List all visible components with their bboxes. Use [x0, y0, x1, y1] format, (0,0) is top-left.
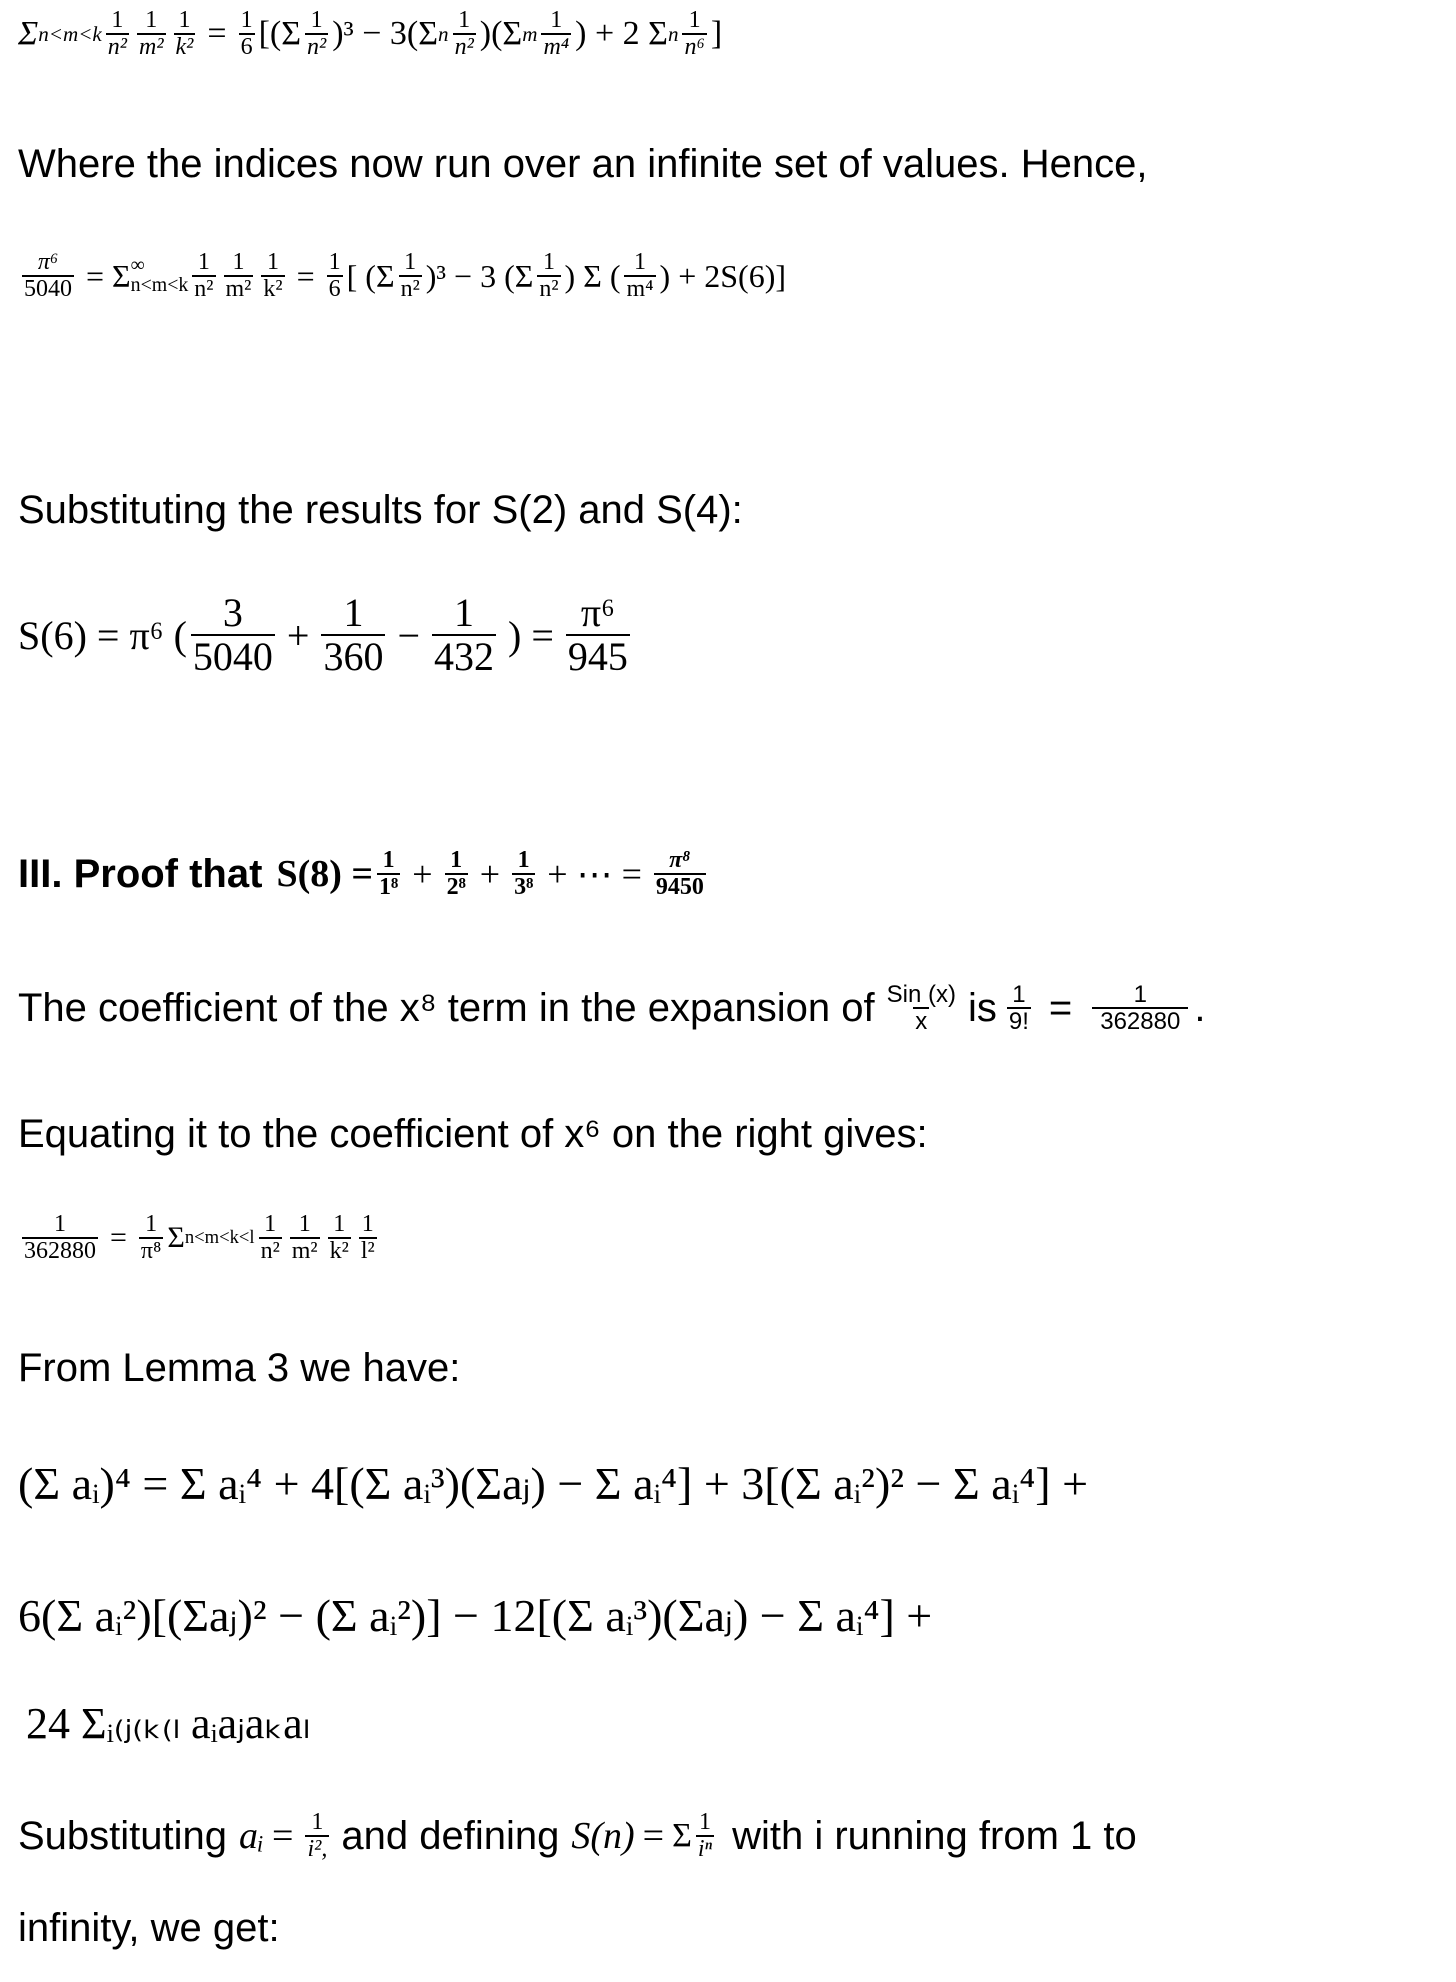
fraction: $\frac{1}{362880}$ — [1092, 982, 1188, 1034]
fraction: $\frac{1}{\text{m²}}$ — [139, 7, 164, 61]
plus-sign: + — [286, 612, 310, 658]
expr-part: )(Σ — [479, 15, 523, 53]
sum-index: n — [438, 21, 449, 46]
plus-sign: + — [479, 854, 501, 895]
equation-pi6-over-5040 — [18, 250, 786, 302]
equals-sign: = — [642, 1815, 665, 1858]
fraction: $\frac{1}{\text{n²}}$ — [454, 7, 474, 61]
fraction: $\frac{1}{\text{k²}}$ — [329, 1211, 349, 1265]
paragraph-text: with i running from 1 to — [732, 1813, 1137, 1858]
expr-part: ) + 2 Σ — [575, 15, 668, 53]
sum-index: m — [522, 21, 538, 46]
fraction: $\frac{\text{π⁸}}{9450}$ — [655, 847, 704, 901]
fraction: $\frac{\text{Sin (x)}}{x}$ — [886, 981, 956, 1036]
expr-part: S(6) = π⁶ ( — [18, 612, 187, 658]
variable: aᵢ — [239, 1815, 265, 1858]
fraction: $\frac{1}{\text{n²}}$ — [194, 249, 214, 303]
fraction: $\frac{1}{\text{k²}}$ — [263, 249, 283, 303]
sum-index: n<m<k<l — [184, 1227, 255, 1249]
fraction: $\frac{1}{\text{n²}}$ — [107, 7, 127, 61]
fraction: $\frac{1}{\text{n²}}$ — [260, 1211, 280, 1265]
variable: S(n) — [571, 1815, 635, 1858]
sum-index: n<m<k — [130, 274, 189, 297]
paragraph-lemma3: From Lemma 3 we have: — [18, 1346, 461, 1390]
fraction: $\frac{\text{π⁶}}{5040}$ — [24, 249, 72, 303]
equals-sign: = — [110, 1221, 127, 1255]
paragraph-coefficient-x8 — [18, 982, 1205, 1034]
heading-proof-s8 — [18, 848, 710, 900]
fraction: $\frac{1}{\text{i²,}}$ — [307, 1809, 328, 1863]
section-heading: III. Proof that — [18, 851, 263, 896]
sigma: Σ — [167, 1221, 185, 1255]
sigma: Σ — [672, 1817, 692, 1855]
fraction: $\frac{1}{\text{k²}}$ — [175, 7, 194, 61]
expr-part: ) + 2S(6)] — [659, 257, 786, 294]
fraction: $\frac{1}{\text{n²}}$ — [539, 249, 559, 303]
expr-part: + ⋯ = — [547, 854, 642, 895]
expr-part: S(8) = — [276, 853, 374, 896]
fraction: $\frac{1}{360}$ — [323, 590, 384, 679]
equals-sign: = — [207, 15, 227, 53]
fraction: $\frac{1}{\text{n²}}$ — [400, 249, 420, 303]
sum-index: n — [667, 21, 679, 46]
lemma-line-1: (Σ aᵢ)⁴ = Σ aᵢ⁴ + 4[(Σ aᵢ³)(Σaⱼ) − Σ aᵢ⁴] + 3[(Σ aᵢ²)² − Σ aᵢ⁴] + — [18, 1458, 1089, 1509]
paragraph-equating: Equating it to the coefficient of x⁶ on the right gives: — [18, 1112, 928, 1156]
paragraph-text: is — [967, 985, 997, 1030]
equals-sign: = — [296, 257, 315, 294]
paragraph-substituting-s2-s4: Substituting the results for S(2) and S(4): — [18, 488, 743, 532]
expr-part: [(Σ — [258, 15, 302, 53]
sum-index: n<m<k — [38, 21, 102, 46]
fraction: $\frac{1}{\text{n²}}$ — [307, 7, 327, 61]
expr-part: ] — [710, 15, 723, 53]
paragraph-text: The coefficient of the x⁸ term in the expansion of — [18, 985, 875, 1030]
equation-triple-sum — [18, 8, 722, 60]
lemma-line-2: 6(Σ aᵢ²)[(Σaⱼ)² − (Σ aᵢ²)] − 12[(Σ aᵢ³)(Σaⱼ) − Σ aᵢ⁴] + — [18, 1590, 933, 1641]
fraction: $\frac{1}{\text{l²}}$ — [360, 1211, 375, 1265]
paragraph-infinity: infinity, we get: — [18, 1906, 280, 1950]
fraction: $\frac{3}{5040}$ — [192, 590, 273, 679]
fraction: $\frac{1}{\text{iⁿ}}$ — [697, 1809, 713, 1863]
paragraph-infinite-indices: Where the indices now run over an infinite set of values. Hence, — [18, 142, 1148, 186]
fraction: $\frac{1}{6}$ — [240, 7, 253, 61]
equals-sign: = — [86, 257, 105, 294]
expr-part: )³ − 3 (Σ — [425, 257, 534, 294]
fraction: $\frac{1}{\text{m²}}$ — [291, 1211, 318, 1265]
sigma: Σ — [112, 257, 131, 294]
paragraph-substituting-ai — [18, 1810, 1137, 1862]
sum-upper-limit: ∞ — [130, 254, 145, 277]
fraction: $\frac{1}{\text{m²}}$ — [225, 249, 252, 303]
equals-sign: = — [1048, 985, 1073, 1030]
fraction: $\frac{1}{\text{1⁸}}$ — [379, 847, 399, 901]
expr-part: )³ − 3(Σ — [332, 15, 439, 53]
expr-part: ) = — [508, 612, 554, 658]
paragraph-text: Substituting — [18, 1813, 228, 1858]
fraction: $\frac{\text{π⁶}}{945}$ — [567, 590, 628, 679]
fraction: $\frac{1}{6}$ — [328, 249, 341, 303]
fraction: $\frac{1}{\text{n⁶}}$ — [684, 7, 705, 61]
fraction: $\frac{1}{\text{3⁸}}$ — [514, 847, 534, 901]
fraction: $\frac{1}{\text{π⁸}}$ — [140, 1211, 162, 1265]
expr-part: ) Σ ( — [564, 257, 621, 294]
fraction: $\frac{1}{\text{m⁴}}$ — [543, 7, 570, 61]
fraction: $\frac{1}{\text{m⁴}}$ — [626, 249, 654, 303]
paragraph-text: and defining — [341, 1813, 560, 1858]
fraction: $\frac{1}{362880}$ — [24, 1211, 96, 1265]
plus-sign: + — [412, 854, 433, 895]
equation-s6-result — [18, 592, 634, 678]
fraction: $\frac{1}{\text{2⁸}}$ — [446, 847, 466, 901]
paragraph-text: . — [1194, 985, 1206, 1030]
equation-quad-sum — [18, 1212, 381, 1264]
sigma: Σ — [18, 15, 39, 53]
lemma-line-3: 24 Σᵢ₍ⱼ₍ₖ₍ₗ aᵢaⱼaₖaₗ — [26, 1699, 311, 1748]
fraction: $\frac{1}{9!}$ — [1008, 981, 1029, 1036]
minus-sign: − — [397, 612, 421, 658]
expr-part: [ (Σ — [346, 257, 395, 294]
fraction: $\frac{1}{432}$ — [434, 590, 495, 679]
equals-sign: = — [272, 1815, 294, 1858]
